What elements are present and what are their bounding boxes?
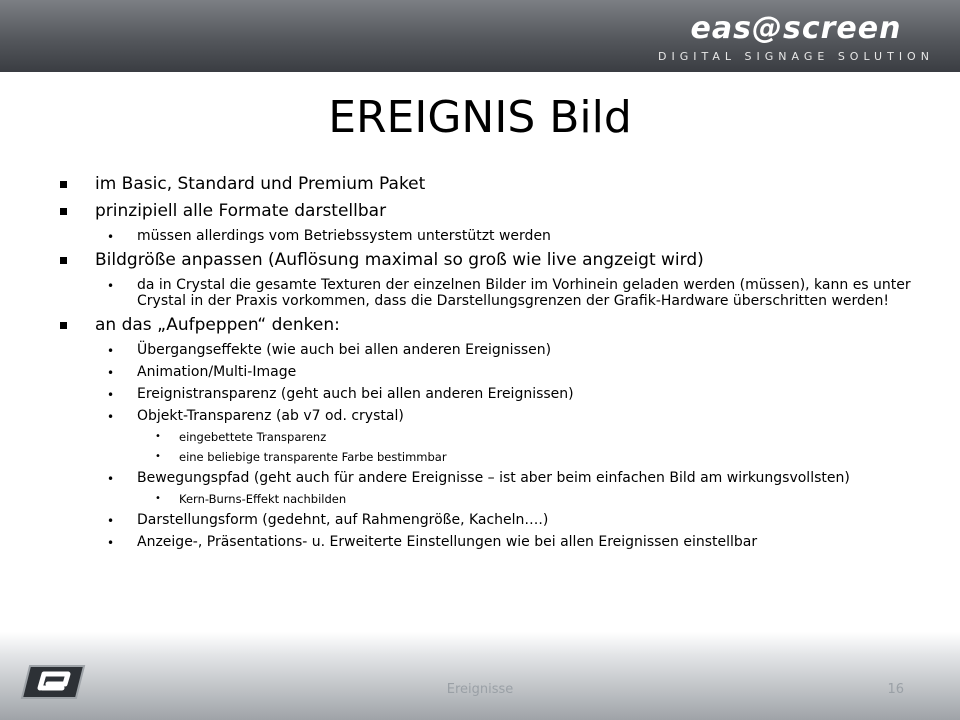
- svg-text:DIGITAL SIGNAGE SOLUTION: DIGITAL SIGNAGE SOLUTION: [658, 50, 934, 63]
- dot-bullet-icon: •: [107, 514, 115, 528]
- square-bullet-icon: [60, 322, 67, 329]
- dot-bullet-icon: •: [107, 472, 115, 486]
- dot-bullet-icon: •: [107, 230, 115, 244]
- bullet-item-level-3: [60, 450, 920, 464]
- bullet-item-level-2: [60, 228, 920, 244]
- bullet-text: Animation/Multi-Image: [137, 364, 297, 380]
- bullet-text: im Basic, Standard und Premium Paket: [95, 174, 426, 194]
- dot-bullet-icon: •: [107, 536, 115, 550]
- dot-bullet-icon: •: [107, 279, 115, 293]
- square-bullet-icon: [60, 257, 67, 264]
- header-bar: [0, 0, 960, 72]
- dot-bullet-icon: •: [155, 451, 161, 462]
- bullet-text: müssen allerdings vom Betriebssystem unterstützt werden: [137, 228, 551, 244]
- bullet-item-level-2: [60, 470, 920, 486]
- bullet-item-level-2: [60, 534, 920, 550]
- bullet-text: an das „Aufpeppen“ denken:: [95, 315, 340, 335]
- dot-bullet-icon: •: [107, 410, 115, 424]
- dot-bullet-icon: •: [155, 493, 161, 504]
- bullet-item-level-1: [60, 315, 920, 336]
- dot-bullet-icon: •: [155, 431, 161, 442]
- page-number: 16: [887, 682, 904, 697]
- e-logo-icon: [16, 662, 88, 702]
- bullet-item-level-3: [60, 492, 920, 506]
- bullet-text: Objekt-Transparenz (ab v7 od. crystal): [137, 408, 404, 424]
- bullet-item-level-1: [60, 250, 920, 271]
- bullet-text: Bildgröße anpassen (Auflösung maximal so groß wie live angzeigt wird): [95, 250, 704, 270]
- svg-text:eas@screen: eas@screen: [690, 11, 902, 46]
- easescreen-logo: [646, 8, 946, 68]
- bullet-item-level-1: [60, 174, 920, 195]
- bullet-text: Kern-Burns-Effekt nachbilden: [179, 492, 347, 506]
- bullet-text: Übergangseffekte (wie auch bei allen anderen Ereignissen): [137, 342, 552, 358]
- bullet-text: Anzeige-, Präsentations- u. Erweiterte Einstellungen wie bei allen Ereignissen einstellbar: [137, 534, 758, 550]
- bullet-text: eingebettete Transparenz: [179, 430, 327, 444]
- bullet-item-level-1: [60, 201, 920, 222]
- bullet-text: Darstellungsform (gedehnt, auf Rahmengröße, Kacheln….): [137, 512, 549, 528]
- bullet-list: [60, 168, 920, 550]
- dot-bullet-icon: •: [107, 366, 115, 380]
- bullet-item-level-2: [60, 512, 920, 528]
- footer-band: [0, 632, 960, 720]
- square-bullet-icon: [60, 208, 67, 215]
- bullet-item-level-2: [60, 408, 920, 424]
- bullet-text: eine beliebige transparente Farbe bestimmbar: [179, 450, 447, 464]
- bullet-item-level-2: [60, 277, 920, 309]
- dot-bullet-icon: •: [107, 388, 115, 402]
- footer-section-label: Ereignisse: [446, 682, 514, 697]
- bullet-text: da in Crystal die gesamte Texturen der einzelnen Bilder im Vorhinein geladen werden (müssen), kann es unter Crystal in der Praxis vorkommen, dass die Darstellungsgrenzen der Grafik-Hardware überschritten werden!: [137, 277, 911, 309]
- bullet-text: Bewegungspfad (geht auch für andere Ereignisse – ist aber beim einfachen Bild am wirkungsvollsten): [137, 470, 850, 486]
- dot-bullet-icon: •: [107, 344, 115, 358]
- square-bullet-icon: [60, 181, 67, 188]
- bullet-item-level-2: [60, 386, 920, 402]
- bullet-item-level-2: [60, 364, 920, 380]
- bullet-item-level-2: [60, 342, 920, 358]
- slide-title: EREIGNIS Bild: [328, 92, 632, 143]
- bullet-item-level-3: [60, 430, 920, 444]
- bullet-text: prinzipiell alle Formate darstellbar: [95, 201, 387, 221]
- bullet-text: Ereignistransparenz (geht auch bei allen anderen Ereignissen): [137, 386, 574, 402]
